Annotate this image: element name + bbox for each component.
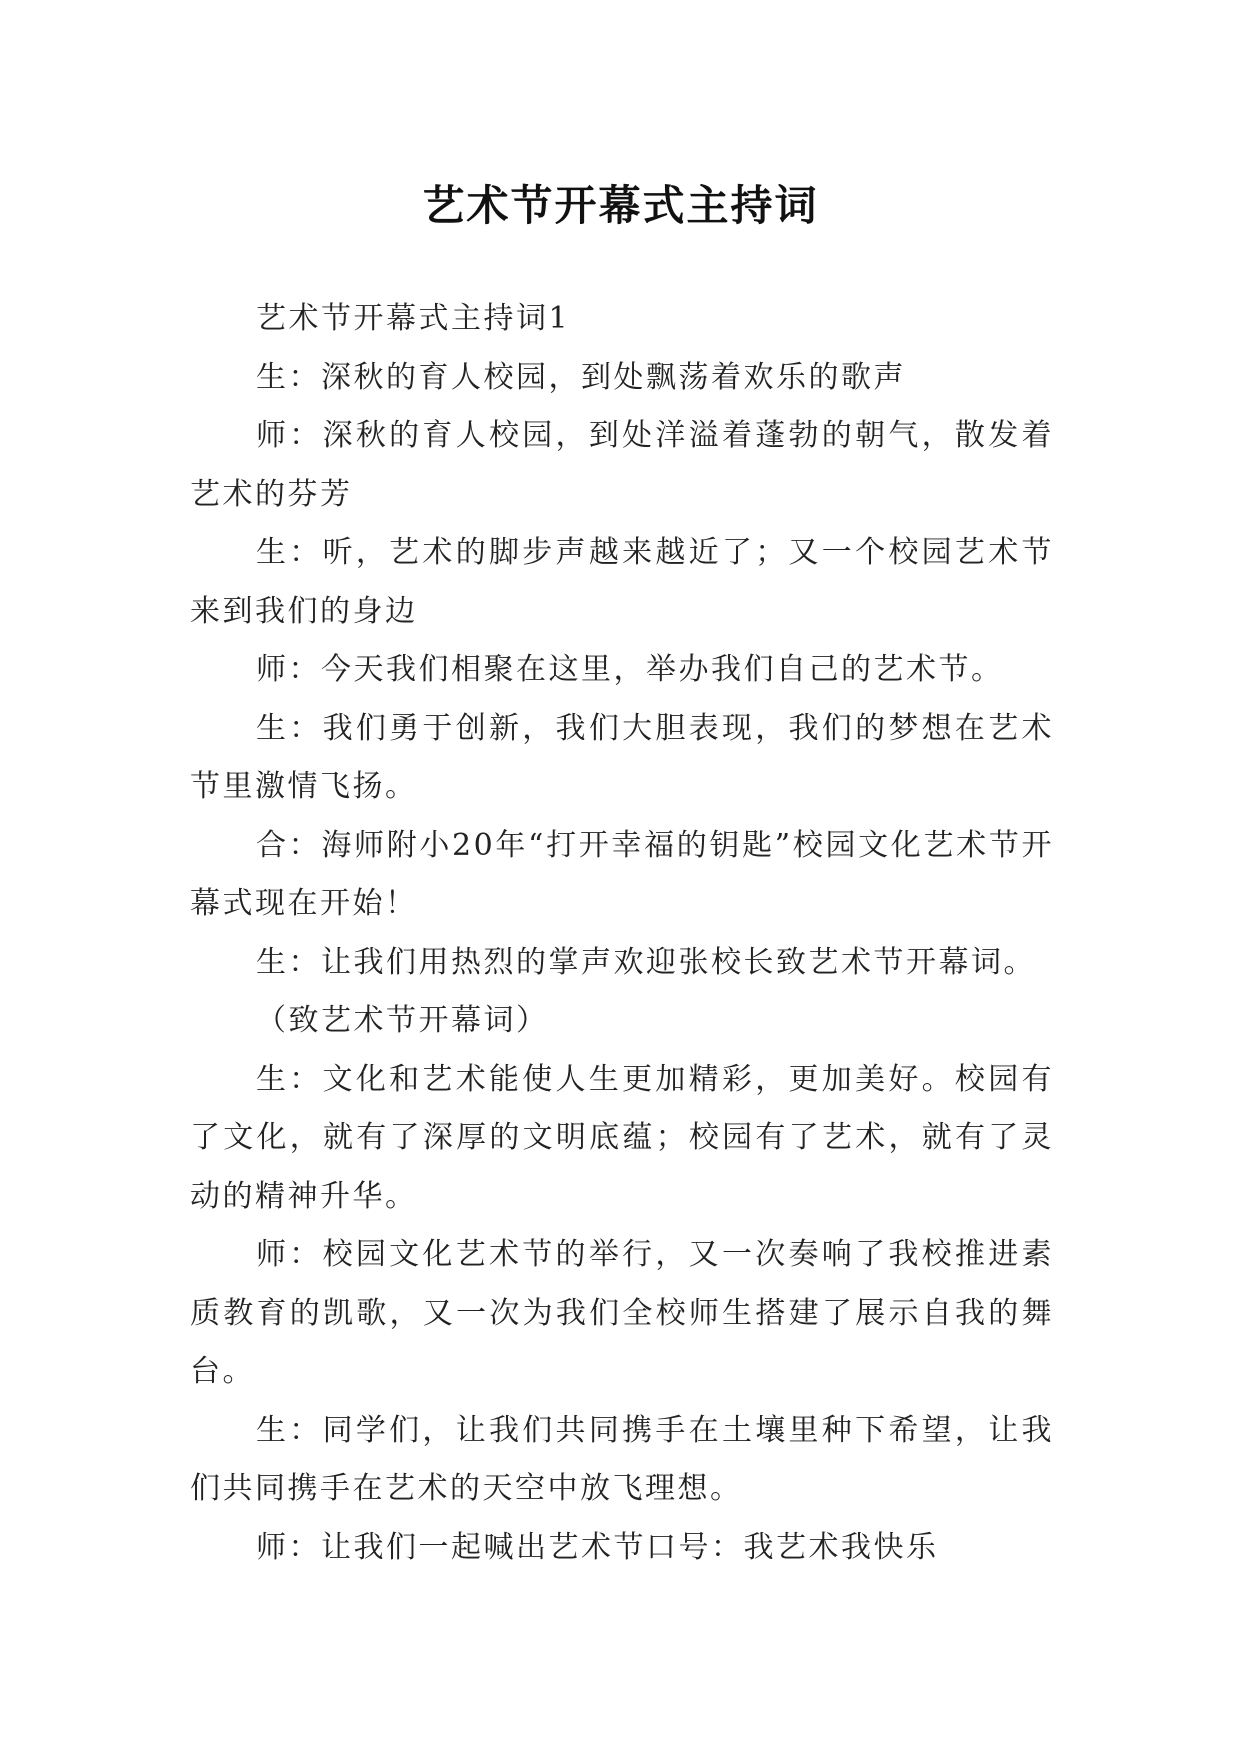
- paragraph: 师：让我们一起喊出艺术节口号：我艺术我快乐: [256, 1529, 939, 1565]
- document-title: 艺术节开幕式主持词: [422, 181, 819, 231]
- paragraph: 师：今天我们相聚在这里，举办我们自己的艺术节。: [256, 652, 1004, 687]
- paragraph: 生：文化和艺术能使人生更加精彩，更加美好。校园有了文化，就有了深厚的文明底蕴；校园有了艺术，就有了灵动的精神升华。: [190, 1061, 1054, 1214]
- paragraph: 生：深秋的育人校园，到处飘荡着欢乐的歌声: [256, 359, 906, 395]
- paragraph: 合：海师附小20年“打开幸福的钥匙”校园文化艺术节开幕式现在开始！: [190, 827, 1054, 921]
- paragraph: 生：同学们，让我们共同携手在土壤里种下希望，让我们共同携手在艺术的天空中放飞理想。: [190, 1412, 1054, 1506]
- paragraph: 师：深秋的育人校园，到处洋溢着蓬勃的朝气，散发着艺术的芬芳: [190, 418, 1054, 512]
- paragraph: 生：让我们用热烈的掌声欢迎张校长致艺术节开幕词。: [256, 944, 1036, 980]
- paragraph: 师：校园文化艺术节的举行，又一次奏响了我校推进素质教育的凯歌，又一次为我们全校师生搭建了展示自我的舞台。: [190, 1237, 1054, 1389]
- document-body: [190, 290, 1054, 1577]
- paragraph: 艺术节开幕式主持词1: [256, 301, 571, 336]
- paragraph: 生：听，艺术的脚步声越来越近了；又一个校园艺术节来到我们的身边: [190, 535, 1054, 629]
- paragraph: 生：我们勇于创新，我们大胆表现，我们的梦想在艺术节里激情飞扬。: [190, 710, 1054, 804]
- paragraph: （致艺术节开幕词）: [256, 1003, 549, 1038]
